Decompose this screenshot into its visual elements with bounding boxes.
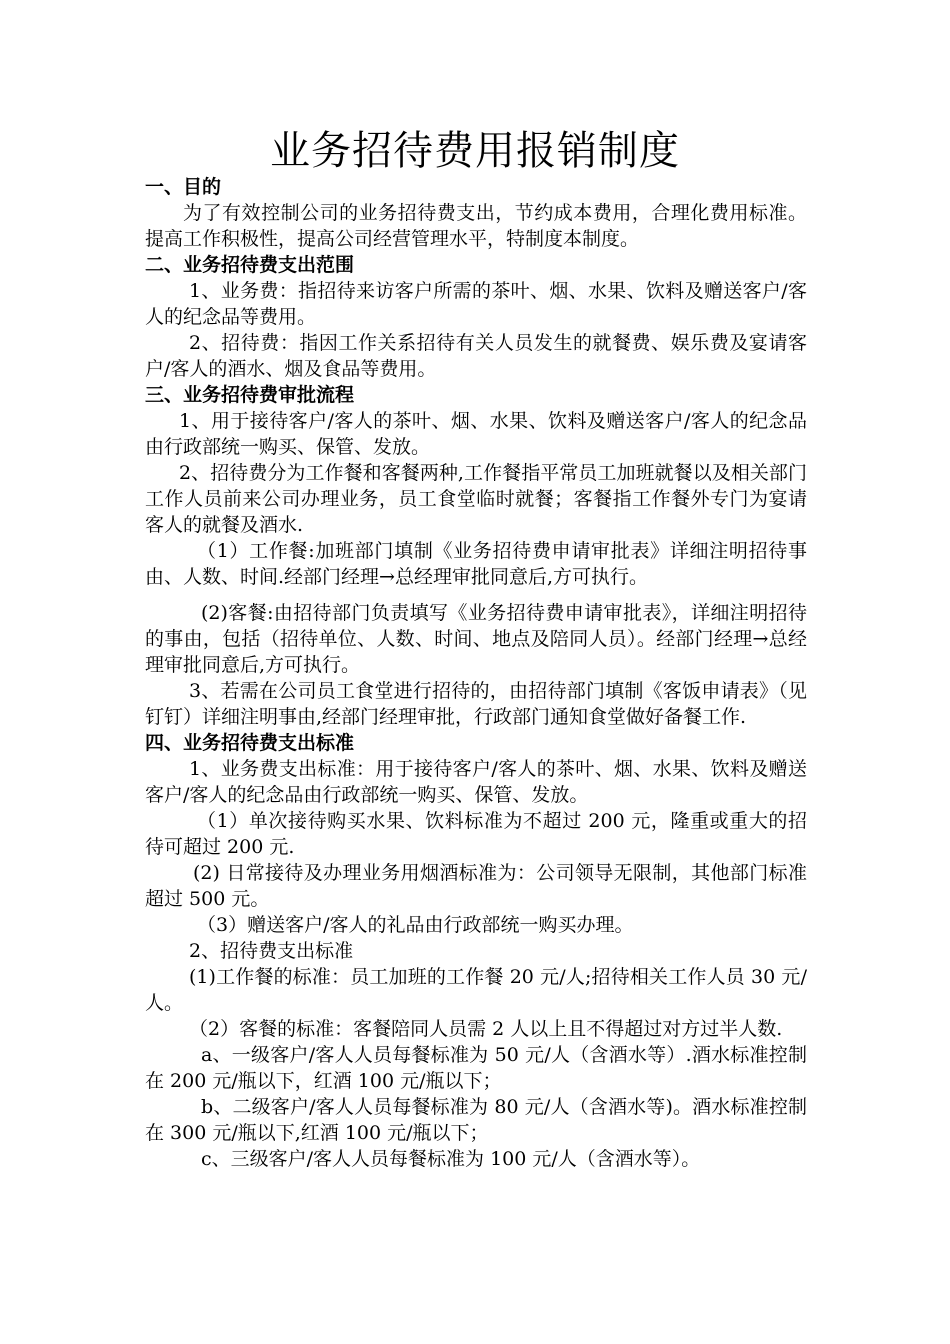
- paragraph: (1)工作餐的标准：员工加班的工作餐 20 元/人;招待相关工作人员 30 元/人。: [145, 966, 807, 1014]
- paragraph: 2、招待费：指因工作关系招待有关人员发生的就餐费、娱乐费及宴请客户/客人的酒水、烟及食品等费用。: [145, 332, 807, 380]
- section-heading-standards: 四、业务招待费支出标准: [145, 732, 355, 754]
- paragraph: 1、用于接待客户/客人的茶叶、烟、水果、饮料及赠送客户/客人的纪念品由行政部统一购买、保管、发放。: [145, 410, 807, 458]
- section-heading-purpose: 一、目的: [145, 176, 222, 198]
- paragraph: （3）赠送客户/客人的礼品由行政部统一购买办理。: [197, 914, 634, 936]
- paragraph: （1）工作餐:加班部门填制《业务招待费申请审批表》详细注明招待事由、人数、时间.经部门经理→总经理审批同意后,方可执行。: [145, 540, 807, 588]
- paragraph: 2、招待费分为工作餐和客餐两种,工作餐指平常员工加班就餐以及相关部门工作人员前来公司办理业务，员工食堂临时就餐；客餐指工作餐外专门为宴请客人的就餐及酒水.: [145, 462, 807, 536]
- paragraph: 2、招待费支出标准: [189, 940, 354, 962]
- paragraph: 1、业务费：指招待来访客户所需的茶叶、烟、水果、饮料及赠送客户/客人的纪念品等费用。: [145, 280, 807, 328]
- document-body: [145, 174, 807, 1172]
- paragraph: （1）单次接待购买水果、饮料标准为不超过 200 元，隆重或重大的招待可超过 200 元.: [145, 810, 807, 858]
- section-heading-scope: 二、业务招待费支出范围: [145, 254, 355, 276]
- paragraph: 1、业务费支出标准：用于接待客户/客人的茶叶、烟、水果、饮料及赠送客户/客人的纪念品由行政部统一购买、保管、发放。: [145, 758, 807, 806]
- paragraph: （2）客餐的标准：客餐陪同人员需 2 人以上且不得超过对方过半人数.: [189, 1018, 783, 1040]
- document-title: 业务招待费用报销制度: [270, 128, 680, 174]
- section-heading-approval-process: 三、业务招待费审批流程: [145, 384, 355, 406]
- paragraph: c、三级客户/客人人员每餐标准为 100 元/人（含酒水等）。: [201, 1148, 701, 1170]
- paragraph: a、一级客户/客人人员每餐标准为 50 元/人（含酒水等）.酒水标准控制在 200 元/瓶以下，红酒 100 元/瓶以下；: [145, 1044, 807, 1092]
- paragraph: (2) 日常接待及办理业务用烟酒标准为：公司领导无限制，其他部门标准超过 500 元。: [145, 862, 807, 910]
- paragraph: (2)客餐:由招待部门负责填写《业务招待费申请审批表》，详细注明招待的事由，包括（招待单位、人数、时间、地点及陪同人员）。经部门经理→总经理审批同意后,方可执行。: [145, 602, 807, 676]
- paragraph: b、二级客户/客人人员每餐标准为 80 元/人（含酒水等)。酒水标准控制在 300 元/瓶以下,红酒 100 元/瓶以下；: [145, 1096, 807, 1144]
- paragraph: 为了有效控制公司的业务招待费支出，节约成本费用，合理化费用标准。提高工作积极性，提高公司经营管理水平，特制度本制度。: [145, 202, 807, 250]
- paragraph: 3、若需在公司员工食堂进行招待的，由招待部门填制《客饭申请表》（见钉钉）详细注明事由,经部门经理审批，行政部门通知食堂做好备餐工作.: [145, 680, 807, 728]
